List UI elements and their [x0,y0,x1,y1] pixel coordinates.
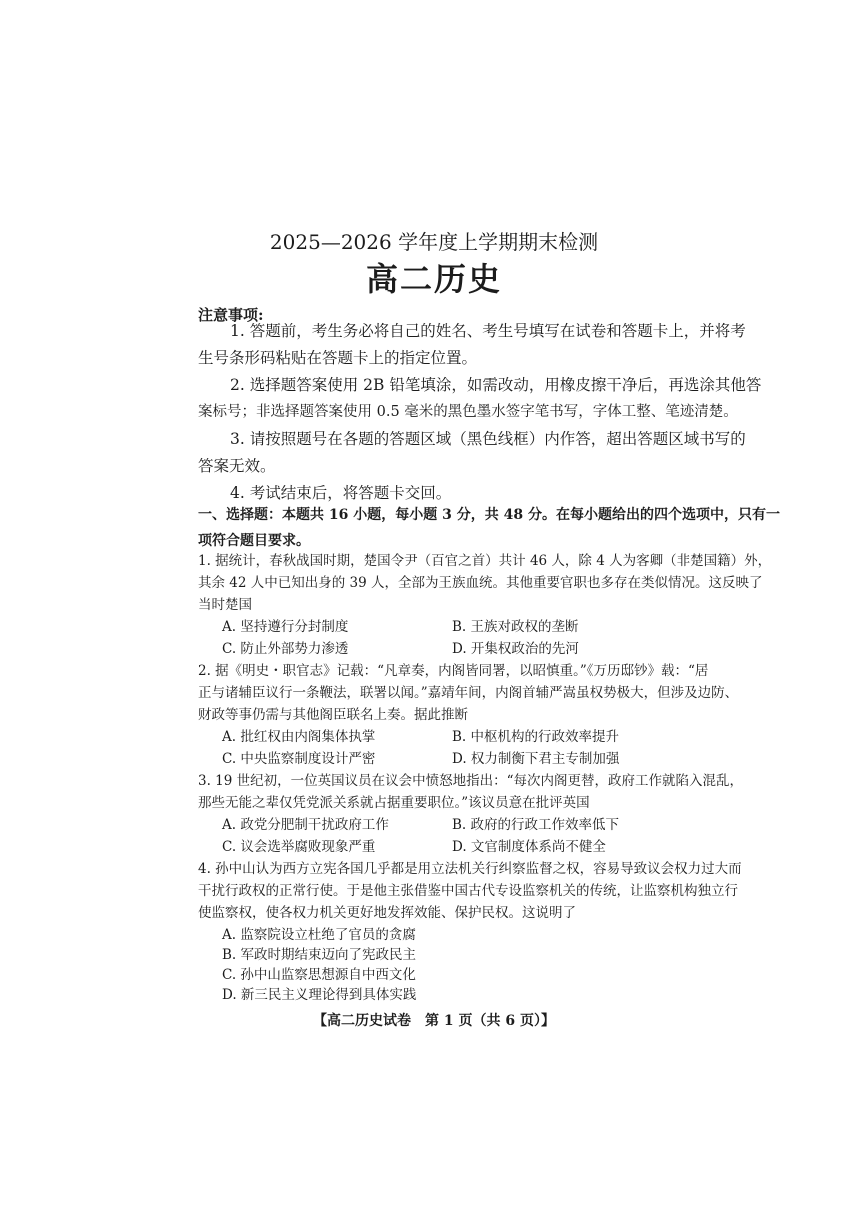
exam-subtitle: 2025—2026 学年度上学期期末检测 [269,230,599,254]
option-c: C. 中央监察制度设计严密 [222,751,376,767]
question-stem-line: 财政等事仍需与其他阁臣联名上奏。据此推断 [198,707,468,723]
option-a: A. 政党分肥制干扰政府工作 [222,817,389,833]
option-d: D. 权力制衡下君主专制加强 [452,751,620,767]
notice-line: 生号条形码粘贴在答题卡上的指定位置。 [198,349,478,367]
question-stem-line: 当时楚国 [198,597,252,613]
question-stem-line: 1. 据统计，春秋战国时期，楚国令尹（百官之首）共计 46 人，除 4 人为客卿（非楚国籍）外， [198,553,772,569]
question-stem-line: 其余 42 人中已知出身的 39 人，全部为王族血统。其他重要官职也多存在类似情况。这反映了 [198,575,763,591]
option-b: B. 政府的行政工作效率低下 [452,817,620,833]
notice-line: 2. 选择题答案使用 2B 铅笔填涂，如需改动，用橡皮擦干净后，再选涂其他答 [230,376,762,394]
notice-heading: 注意事项: [198,306,264,324]
section-heading: 一、选择题：本题共 16 小题，每小题 3 分，共 48 分。在每小题给出的四个选项中，只有一 [198,507,780,523]
option-c: C. 议会选举腐败现象严重 [222,839,376,855]
option-a: A. 坚持遵行分封制度 [222,619,349,635]
option-d: D. 开集权政治的先河 [452,641,579,657]
option-a: A. 批红权由内阁集体执掌 [222,729,376,745]
question-stem-line: 正与诸辅臣议行一条鞭法，联署以闻。”嘉靖年间，内阁首辅严嵩虽权势极大，但涉及边防、 [198,685,739,701]
notice-line: 案标号；非选择题答案使用 0.5 毫米的黑色墨水签字笔书写，字体工整、笔迹清楚。 [198,404,738,420]
page-footer: 【高二历史试卷 第 1 页（共 6 页）】 [313,1013,555,1029]
notice-line: 答案无效。 [198,457,276,475]
option-c: C. 孙中山监察思想源自中西文化 [222,967,416,983]
notice-line: 1. 答题前，考生务必将自己的姓名、考生号填写在试卷和答题卡上，并将考 [230,322,746,340]
section-heading: 项符合题目要求。 [198,533,310,549]
option-a: A. 监察院设立杜绝了官员的贪腐 [222,927,416,943]
question-stem-line: 使监察权，使各权力机关更好地发挥效能、保护民权。这说明了 [198,905,576,921]
notice-line: 4. 考试结束后，将答题卡交回。 [230,484,452,502]
option-b: B. 中枢机构的行政效率提升 [452,729,620,745]
option-b: B. 军政时期结束迈向了宪政民主 [222,947,417,963]
question-stem-line: 4. 孙中山认为西方立宪各国几乎都是用立法机关行纠察监督之权，容易导致议会权力过大而 [198,861,742,877]
option-b: B. 王族对政权的垄断 [452,619,579,635]
question-stem-line: 干扰行政权的正常行使。于是他主张借鉴中国古代专设监察机关的传统，让监察机构独立行 [198,883,738,899]
notice-line: 3. 请按照题号在各题的答题区域（黑色线框）内作答，超出答题区域书写的 [230,430,746,448]
option-d: D. 文官制度体系尚不健全 [452,839,606,855]
option-d: D. 新三民主义理论得到具体实践 [222,987,417,1003]
question-stem-line: 那些无能之辈仅凭党派关系就占据重要职位。”该议员意在批评英国 [198,795,590,811]
exam-title: 高二历史 [365,260,502,298]
option-c: C. 防止外部势力渗透 [222,641,349,657]
question-stem-line: 3. 19 世纪初，一位英国议员在议会中愤怒地指出：“每次内阁更替，政府工作就陷入混乱， [198,773,744,789]
question-stem-line: 2. 据《明史・职官志》记载：“凡章奏，内阁皆同署，以昭慎重。”《万历邸钞》载：“居 [198,663,709,679]
